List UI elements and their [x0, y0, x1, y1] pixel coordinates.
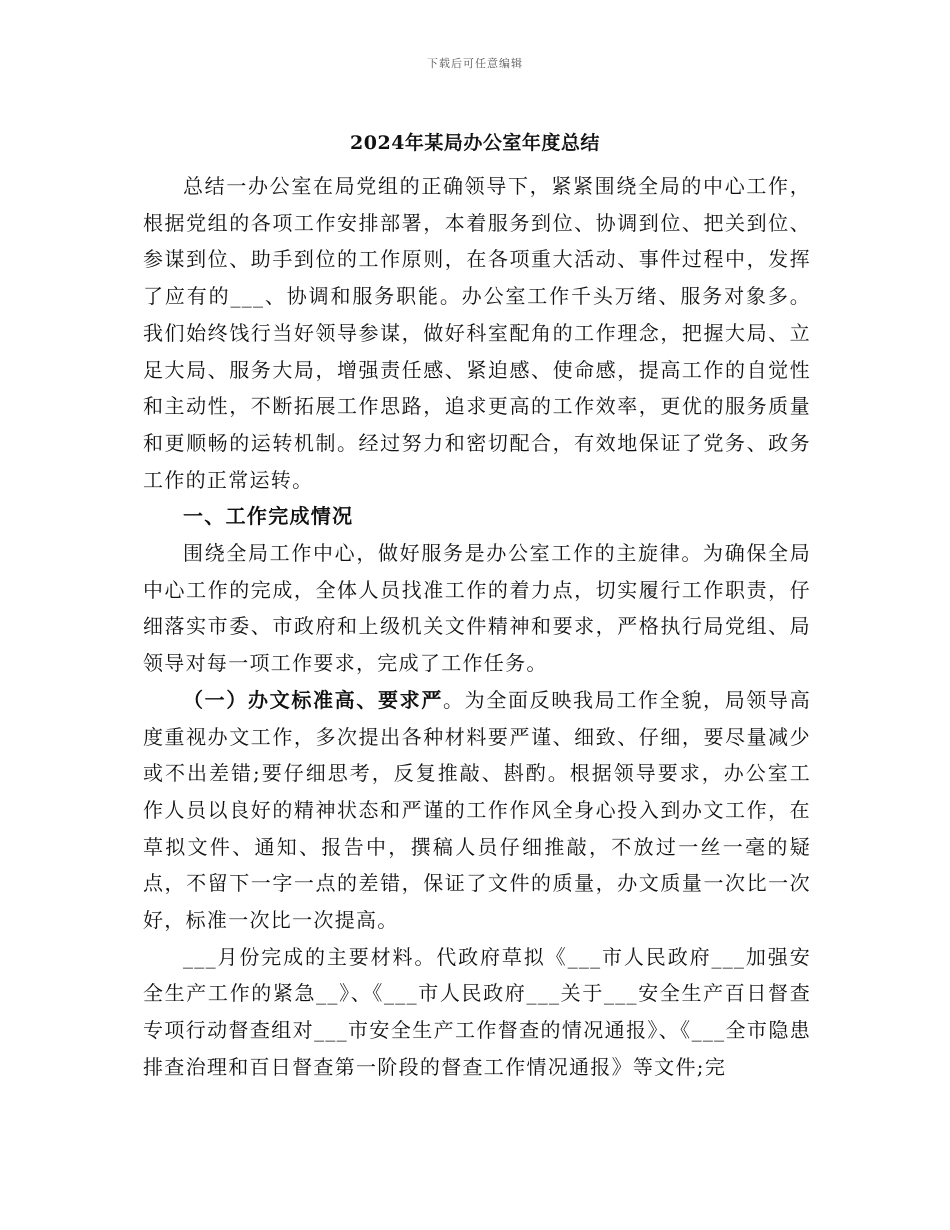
section-intro-paragraph: 围绕全局工作中心，做好服务是办公室工作的主旋律。为确保全局中心工作的完成，全体人员找准工作的着力点，切实履行工作职责，仔细落实市委、市政府和上级机关文件精神和要求，严格执行局党组、局领导对每一项工作要求，完成了工作任务。 [143, 541, 811, 676]
document-title: 2024年某局办公室年度总结 [350, 132, 600, 154]
section-heading: 一、工作完成情况 [183, 504, 354, 529]
header-note: 下载后可任意编辑 [427, 57, 523, 70]
subsection-body: 。为全面反映我局工作全貌，局领导高度重视办文工作，多次提出各种材料要严谨、细致、仔细，要尽量减少或不出差错;要仔细思考，反复推敲、斟酌。根据领导要求，办公室工作人员以良好的精神状态和严谨的工作作风全身心投入到办文工作，在草拟文件、通知、报告中，撰稿人员仔细推敲，不放过一丝一毫的疑点，不留下一字一点的差错，保证了文件的质量，办文质量一次比一次好，标准一次比一次提高。 [143, 687, 811, 933]
subsection-heading: （一）办文标准高、要求严 [183, 687, 444, 712]
document-body [143, 168, 811, 1086]
subsection-paragraph [143, 682, 811, 939]
materials-paragraph: ___月份完成的主要材料。代政府草拟《___市人民政府___加强安全生产工作的紧急__》、《___市人民政府___关于___安全生产百日督查专项行动督查组对___市安全生产工作督查的情况通报》、《___全市隐患排查治理和百日督查第一阶段的督查工作情况通报》等文件;完 [143, 944, 811, 1079]
intro-paragraph: 总结一办公室在局党组的正确领导下，紧紧围绕全局的中心工作，根据党组的各项工作安排部署，本着服务到位、协调到位、把关到位、参谋到位、助手到位的工作原则，在各项重大活动、事件过程中，发挥了应有的___、协调和服务职能。办公室工作千头万绪、服务对象多。我们始终饯行当好领导参谋，做好科室配角的工作理念，把握大局、立足大局、服务大局，增强责任感、紧迫感、使命感，提高工作的自觉性和主动性，不断拓展工作思路，追求更高的工作效率，更优的服务质量和更顺畅的运转机制。经过努力和密切配合，有效地保证了党务、政务工作的正常运转。 [143, 174, 811, 492]
